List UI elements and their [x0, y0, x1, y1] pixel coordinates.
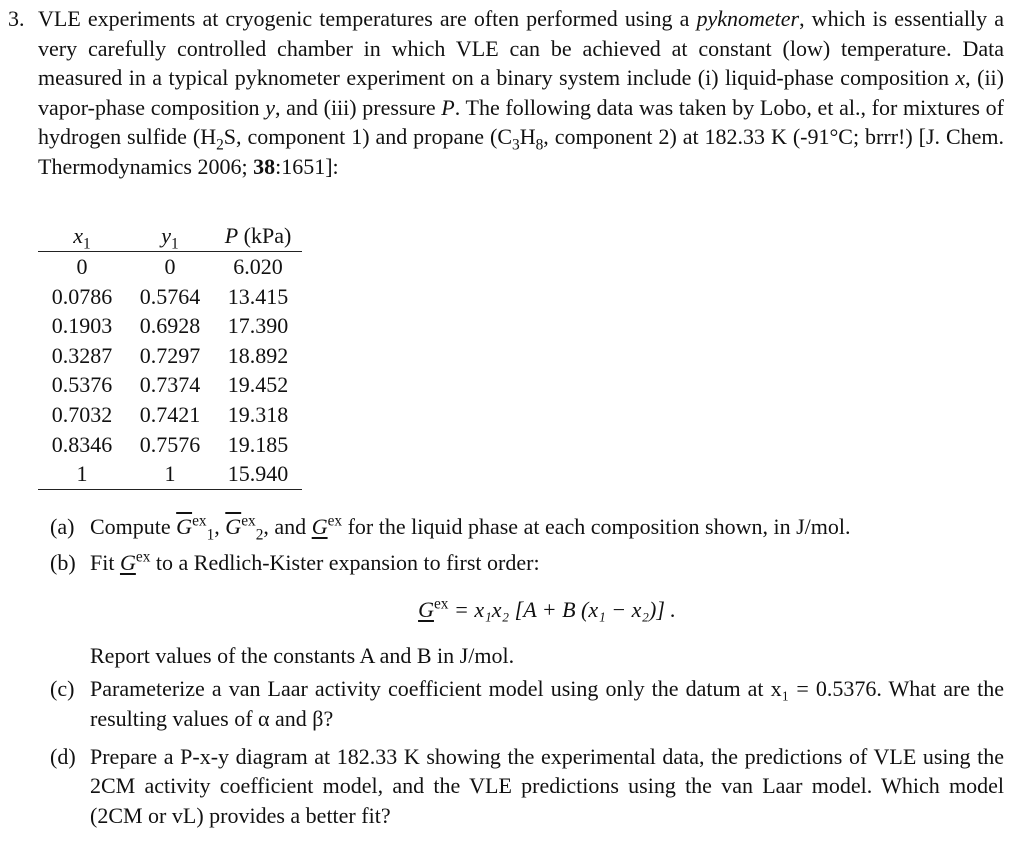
cell-x1: 0.1903	[51, 313, 113, 339]
journal-volume: 38	[253, 153, 276, 179]
part-b-text-2: to a Redlich-Kister expansion to first order:	[150, 549, 540, 575]
part-d-text: Prepare a P-x-y diagram at 182.33 K showing the experimental data, the predictions of VLE using the 2CM activity coefficient model, and the VLE predictions using the van Laar model. Which model (2CM or vL) provides a better fit?	[90, 743, 1004, 828]
cell-pressure: 19.452	[227, 372, 289, 398]
part-b	[50, 548, 1004, 578]
g2-superscript: ex	[241, 512, 256, 530]
y-symbol: y	[265, 94, 275, 120]
cell-y1: 0.7297	[139, 342, 201, 368]
g1-subscript: 1	[206, 526, 215, 544]
part-c-text: Parameterize a van Laar activity coefficient model using only the datum at x₁ = 0.5376. What are the resulting values of α and β?	[90, 676, 1004, 731]
redlich-kister-equation	[90, 595, 1004, 625]
cell-x1: 1	[38, 459, 126, 489]
equation-g-symbol: G	[418, 597, 434, 623]
intro-text-b: , which is essentially a very carefully controlled chamber in which VLE can be achieved at constant (low) temperature. Data measured in a typical pyknometer experiment on a binary system include (i) liquid-phase composition	[38, 6, 1004, 91]
table-body	[38, 252, 302, 490]
part-c	[50, 674, 1004, 733]
cell-y1: 0.6928	[139, 313, 201, 339]
table-row	[38, 311, 302, 341]
cell-x1: 0.8346	[51, 431, 113, 457]
equation-superscript: ex	[433, 595, 449, 613]
cell-pressure: 19.185	[227, 431, 289, 457]
part-d	[50, 742, 1004, 831]
part-b-gex-superscript: ex	[135, 548, 151, 566]
cell-x1: 0.3287	[51, 342, 113, 368]
h8-subscript: 8	[535, 136, 544, 154]
cell-y1: 0	[164, 254, 176, 279]
cell-pressure: 19.318	[227, 401, 289, 427]
part-a-label: (a)	[50, 514, 75, 539]
cell-pressure: 6.020	[233, 254, 283, 279]
cell-x1: 0.5376	[51, 372, 113, 398]
g2-symbol: $\overline{G}$	[225, 514, 242, 539]
intro-text-i: :1651]:	[275, 153, 339, 179]
cell-pressure: 13.415	[227, 283, 289, 309]
part-b-text-1: Fit	[90, 549, 120, 575]
gex-superscript: ex	[327, 512, 343, 530]
intro-text-d: , and (iii) pressure	[274, 94, 442, 120]
cell-y1: 0.7576	[139, 431, 201, 457]
header-y1: $y_1$	[126, 221, 214, 252]
cell-y1: 1	[126, 459, 214, 489]
cell-x1: 0.7032	[51, 401, 113, 427]
table-row	[38, 341, 302, 371]
intro-text-c: , (ii) vapor-phase composition	[38, 65, 1004, 120]
header-p-symbol: P	[224, 223, 239, 249]
pyknometer-term: pyknometer	[696, 6, 800, 31]
part-b-report: Report values of the constants A and B in J/mol.	[90, 642, 515, 668]
table-row	[38, 370, 302, 400]
p-symbol: P	[441, 94, 455, 120]
intro-text-h: , component 2) at 182.33 K (-91°C; brrr!) [J. Chem. Thermodynamics 2006;	[38, 124, 1005, 179]
cell-pressure: 15.940	[214, 459, 302, 489]
problem-statement	[8, 4, 1004, 182]
part-a-text-3: for the liquid phase at each composition shown, in J/mol.	[342, 514, 851, 539]
table-row	[38, 459, 302, 489]
cell-y1: 0.7374	[139, 372, 201, 398]
h2s-subscript: 2	[216, 136, 224, 154]
c3-subscript: 3	[512, 136, 520, 154]
table-row	[38, 400, 302, 430]
part-a-text-1: Compute	[90, 514, 177, 539]
table-row	[38, 430, 302, 460]
cell-pressure: 17.390	[227, 313, 289, 339]
part-d-label: (d)	[50, 743, 76, 769]
intro-text-g: H	[519, 124, 536, 150]
cell-pressure: 18.892	[227, 342, 289, 368]
problem-number: 3.	[8, 6, 25, 31]
vle-data-table	[38, 221, 302, 490]
part-b-gex-symbol: G	[119, 549, 136, 575]
equation-rest: = x₁x₂ [A + B (x₁ − x₂)] .	[448, 597, 676, 623]
problem-intro	[38, 4, 1004, 182]
intro-text-a: VLE experiments at cryogenic temperatures are often performed using a	[38, 6, 697, 31]
header-pressure: P (kPa)	[214, 221, 302, 252]
part-a-text-2: , and	[263, 514, 312, 539]
table-header-row	[38, 221, 302, 252]
cell-x1: 0.0786	[51, 283, 113, 309]
cell-y1: 0.7421	[139, 401, 201, 427]
problem-parts	[50, 512, 1004, 830]
x-symbol: x	[955, 65, 966, 91]
cell-x1: 0	[76, 254, 88, 279]
table-row	[38, 282, 302, 312]
header-x1: $x_1$	[38, 221, 126, 252]
intro-text-f: S, component 1) and propane (C	[223, 124, 512, 150]
part-b-label: (b)	[50, 549, 76, 575]
part-a	[50, 512, 1004, 542]
g2-subscript: 2	[255, 526, 264, 544]
intro-text-e: . The following data was taken by Lobo, et al., for mixtures of hydrogen sulfide (H	[38, 94, 1005, 150]
g1-symbol: $\overline{G}$	[176, 514, 193, 539]
table-row	[38, 252, 302, 282]
part-a-comma: ,	[214, 514, 226, 539]
g1-superscript: ex	[192, 512, 207, 530]
part-c-label: (c)	[50, 676, 75, 702]
gex-symbol: G	[311, 514, 328, 539]
cell-y1: 0.5764	[139, 283, 201, 309]
